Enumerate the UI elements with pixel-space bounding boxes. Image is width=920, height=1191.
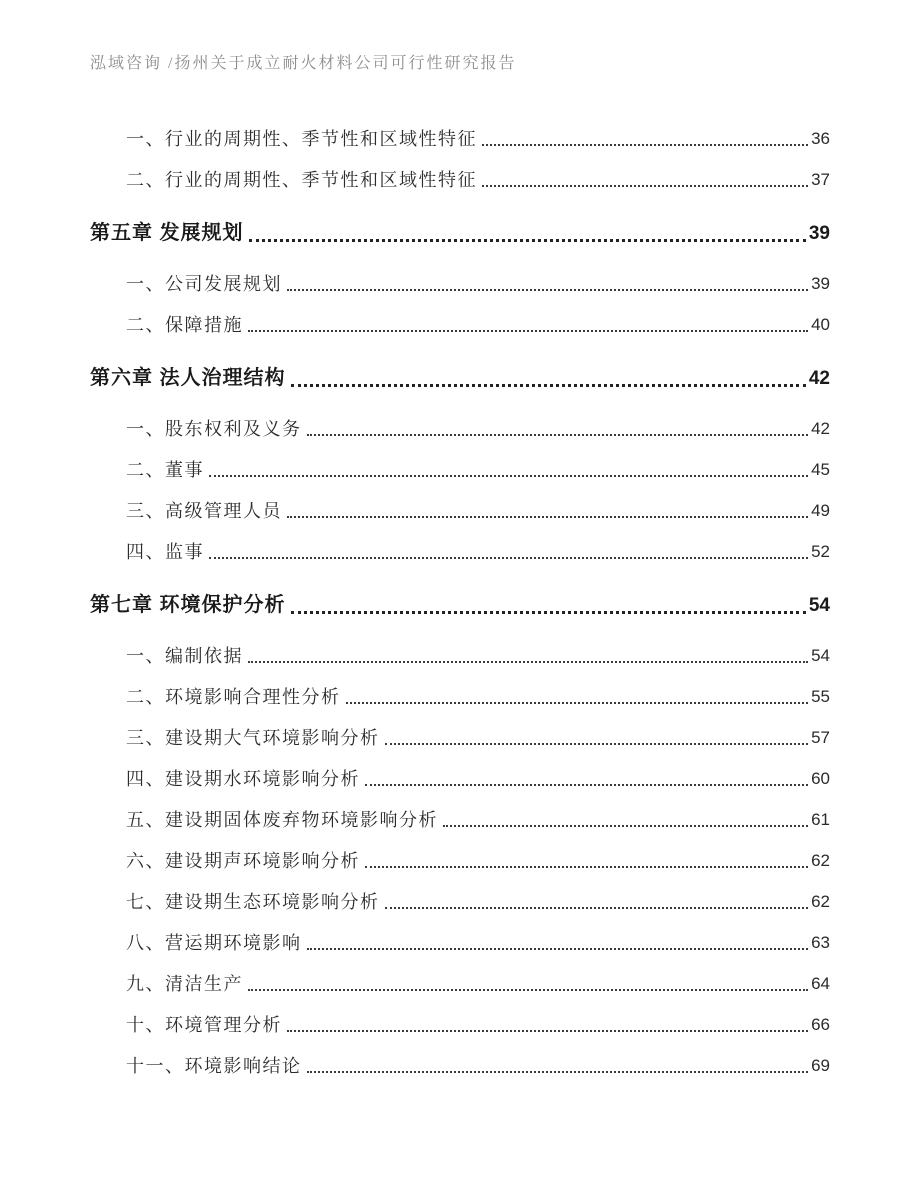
toc-dot-leader xyxy=(209,557,808,559)
toc-page-number: 55 xyxy=(811,687,830,706)
toc-entry-label: 六、建设期声环境影响分析 xyxy=(126,851,360,871)
toc-entry-label: 二、环境影响合理性分析 xyxy=(126,687,341,707)
toc-entry-label: 十一、环境影响结论 xyxy=(126,1056,302,1076)
toc-entry-label: 五、建设期固体废弃物环境影响分析 xyxy=(126,810,438,830)
toc-entry[interactable] xyxy=(126,891,830,913)
toc-dot-leader xyxy=(307,948,809,950)
toc-entry[interactable] xyxy=(126,768,830,790)
toc-entry[interactable] xyxy=(90,366,830,391)
toc-entry[interactable] xyxy=(126,973,830,995)
toc-page-number: 37 xyxy=(811,170,830,189)
toc-dot-leader xyxy=(482,144,808,146)
toc-page-number: 45 xyxy=(811,460,830,479)
toc-page-number: 66 xyxy=(811,1015,830,1034)
toc-entry[interactable] xyxy=(126,932,830,954)
toc-page-number: 52 xyxy=(811,542,830,561)
toc-entry[interactable] xyxy=(90,593,830,618)
toc-page-number: 57 xyxy=(811,728,830,747)
toc-entry-label: 四、监事 xyxy=(126,542,204,562)
toc-page-number: 36 xyxy=(811,129,830,148)
toc-entry-label: 七、建设期生态环境影响分析 xyxy=(126,892,380,912)
toc-dot-leader xyxy=(291,384,806,387)
toc-entry[interactable] xyxy=(90,221,830,246)
toc-dot-leader xyxy=(443,825,808,827)
toc-dot-leader xyxy=(248,989,808,991)
toc-page-number: 54 xyxy=(808,595,830,616)
toc-page-number: 39 xyxy=(808,223,830,244)
toc-entry-label: 第七章 环境保护分析 xyxy=(90,594,286,616)
toc-entry-label: 九、清洁生产 xyxy=(126,974,243,994)
toc-entry-label: 一、编制依据 xyxy=(126,646,243,666)
toc-dot-leader xyxy=(249,239,806,242)
toc-entry[interactable] xyxy=(126,418,830,440)
toc-entry-label: 三、高级管理人员 xyxy=(126,501,282,521)
toc-entry-label: 第五章 发展规划 xyxy=(90,222,244,244)
toc-entry[interactable] xyxy=(126,1014,830,1036)
toc-dot-leader xyxy=(287,1030,808,1032)
toc-entry-label: 三、建设期大气环境影响分析 xyxy=(126,728,380,748)
toc-dot-leader xyxy=(365,784,808,786)
toc-entry[interactable] xyxy=(126,541,830,563)
toc-entry-label: 二、行业的周期性、季节性和区域性特征 xyxy=(126,170,477,190)
toc-entry[interactable] xyxy=(126,459,830,481)
toc-dot-leader xyxy=(248,661,808,663)
toc-dot-leader xyxy=(482,185,808,187)
toc-dot-leader xyxy=(291,611,806,614)
toc-dot-leader xyxy=(385,907,809,909)
toc-page-number: 40 xyxy=(811,315,830,334)
toc-entry[interactable] xyxy=(126,1055,830,1077)
toc-entry-label: 四、建设期水环境影响分析 xyxy=(126,769,360,789)
toc-page-number: 42 xyxy=(808,368,830,389)
running-header: 泓域咨询 /扬州关于成立耐火材料公司可行性研究报告 xyxy=(90,55,517,72)
toc-entry[interactable] xyxy=(126,500,830,522)
toc-page-number: 61 xyxy=(811,810,830,829)
toc-page-number: 39 xyxy=(811,274,830,293)
toc-page-number: 49 xyxy=(811,501,830,520)
toc-page-number: 42 xyxy=(811,419,830,438)
toc-entry[interactable] xyxy=(126,850,830,872)
toc-page-number: 62 xyxy=(811,892,830,911)
toc-page-number: 60 xyxy=(811,769,830,788)
toc-entry-label: 八、营运期环境影响 xyxy=(126,933,302,953)
toc-dot-leader xyxy=(209,475,808,477)
toc-dot-leader xyxy=(365,866,808,868)
toc-entry[interactable] xyxy=(126,727,830,749)
toc-entry-label: 十、环境管理分析 xyxy=(126,1015,282,1035)
toc-page-number: 62 xyxy=(811,851,830,870)
toc-page-number: 54 xyxy=(811,646,830,665)
toc-entry-label: 二、保障措施 xyxy=(126,315,243,335)
toc-entry[interactable] xyxy=(126,645,830,667)
toc-entry-label: 一、股东权利及义务 xyxy=(126,419,302,439)
toc-entry[interactable] xyxy=(126,314,830,336)
toc-entry[interactable] xyxy=(126,686,830,708)
toc-entry-label: 一、公司发展规划 xyxy=(126,274,282,294)
toc-page-number: 64 xyxy=(811,974,830,993)
toc-page-number: 69 xyxy=(811,1056,830,1075)
toc-dot-leader xyxy=(307,1071,809,1073)
toc-entry[interactable] xyxy=(126,169,830,191)
toc-entry-label: 二、董事 xyxy=(126,460,204,480)
toc-dot-leader xyxy=(287,516,808,518)
toc-dot-leader xyxy=(287,289,808,291)
toc-list xyxy=(90,128,830,1096)
toc-entry[interactable] xyxy=(126,273,830,295)
toc-entry-label: 第六章 法人治理结构 xyxy=(90,367,286,389)
toc-dot-leader xyxy=(346,702,809,704)
toc-dot-leader xyxy=(307,434,809,436)
toc-page-number: 63 xyxy=(811,933,830,952)
toc-entry-label: 一、行业的周期性、季节性和区域性特征 xyxy=(126,129,477,149)
toc-entry[interactable] xyxy=(126,809,830,831)
toc-dot-leader xyxy=(385,743,809,745)
toc-entry[interactable] xyxy=(126,128,830,150)
toc-dot-leader xyxy=(248,330,808,332)
